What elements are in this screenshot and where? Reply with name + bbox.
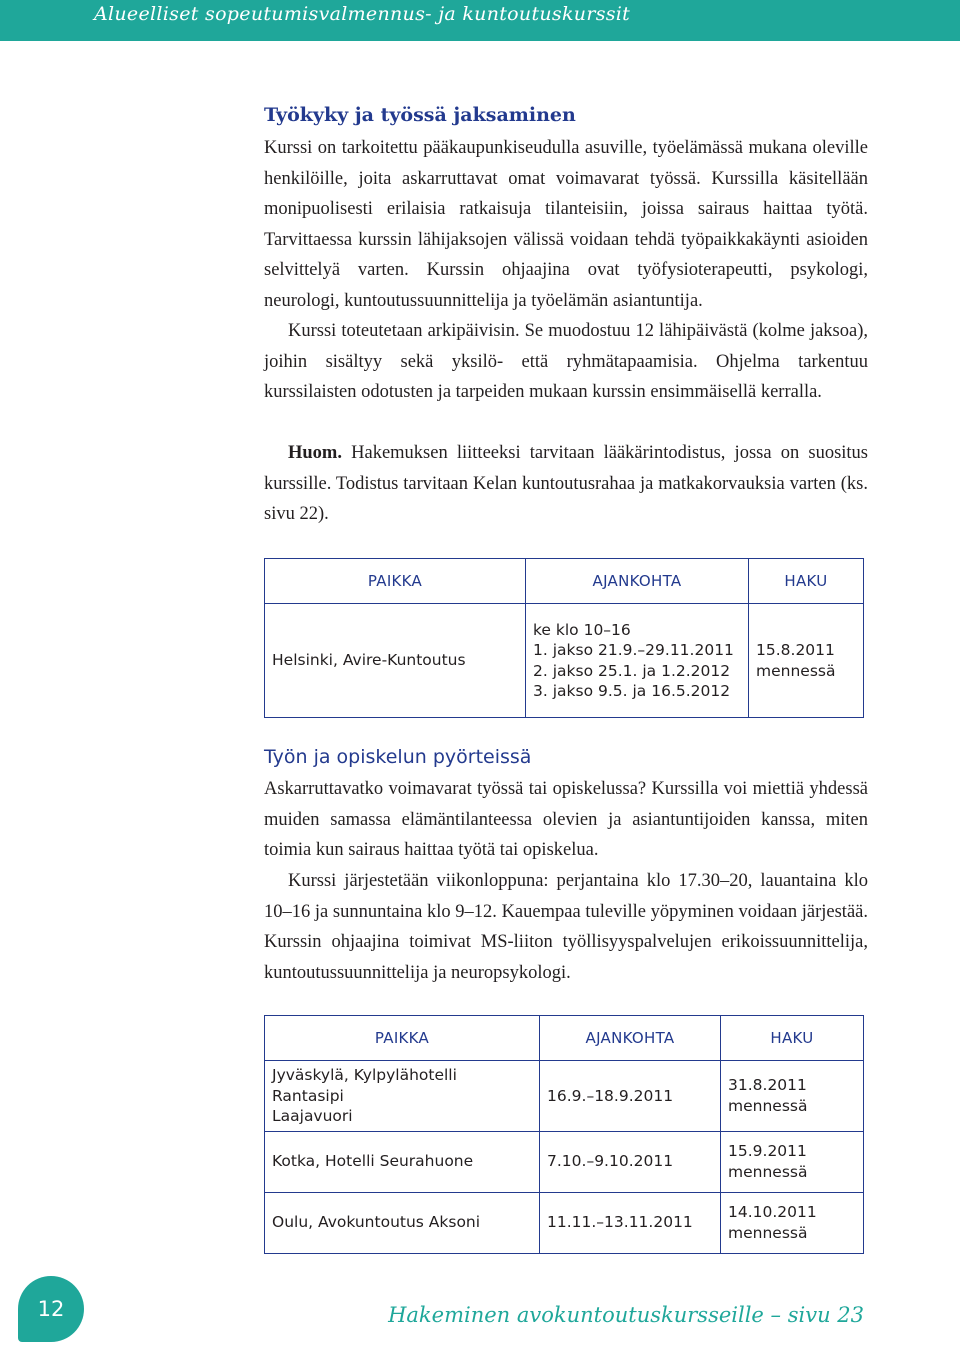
- cell-time: 16.9.–18.9.2011: [540, 1061, 721, 1132]
- header-title: Alueelliset sopeutumisvalmennus- ja kuntoutuskurssit: [94, 3, 631, 25]
- cell-place: Helsinki, Avire-Kuntoutus: [265, 604, 526, 718]
- table-row: [265, 1131, 864, 1192]
- cell-place: [265, 1061, 540, 1132]
- place-line: Jyväskylä, Kylpylähotelli Rantasipi: [272, 1066, 457, 1105]
- deadline-date: 15.9.2011: [728, 1142, 807, 1160]
- cell-time: [526, 604, 749, 718]
- deadline-date: 14.10.2011: [728, 1203, 817, 1221]
- note-label: Huom.: [288, 443, 342, 463]
- deadline-suffix: mennessä: [728, 1223, 808, 1242]
- table-row: [265, 1192, 864, 1253]
- cell-deadline: [721, 1061, 864, 1132]
- section2-paragraph-2: Kurssi järjestetään viikonloppuna: perjantaina klo 17.30–20, lauantaina klo 10–16 ja sunnuntaina klo 9–12. Kauempaa tuleville yöpyminen voidaan järjestää. Kurssin ohjaajina toimivat MS-liiton työllisyyspalvelujen erikoissuunnittelija, kuntoutussuunnittelija ja neuropsykologi.: [264, 871, 868, 983]
- page-number-badge: [18, 1276, 84, 1342]
- time-line: ke klo 10–16: [533, 620, 631, 639]
- cell-time: 11.11.–13.11.2011: [540, 1192, 721, 1253]
- time-line: 3. jakso 9.5. ja 16.5.2012: [533, 682, 731, 700]
- deadline-suffix: mennessä: [728, 1162, 808, 1181]
- cell-place: Oulu, Avokuntoutus Aksoni: [265, 1192, 540, 1253]
- deadline-suffix: mennessä: [756, 661, 836, 680]
- cell-deadline: [749, 604, 864, 718]
- time-line: 1. jakso 21.9.–29.11.2011: [533, 641, 734, 659]
- header-band: [0, 0, 960, 41]
- table-row: [265, 1061, 864, 1132]
- table-header-row: [265, 1016, 864, 1061]
- column-header-place: PAIKKA: [265, 559, 526, 604]
- column-header-deadline: HAKU: [749, 559, 864, 604]
- deadline-suffix: mennessä: [728, 1096, 808, 1115]
- schedule-table-1: [264, 558, 864, 718]
- table-header-row: [265, 559, 864, 604]
- cell-time: 7.10.–9.10.2011: [540, 1131, 721, 1192]
- column-header-place: PAIKKA: [265, 1016, 540, 1061]
- section-title-tyon-ja-opiskelun: Työn ja opiskelun pyörteissä: [264, 746, 532, 768]
- deadline-date: 31.8.2011: [728, 1076, 807, 1095]
- cell-place: Kotka, Hotelli Seurahuone: [265, 1131, 540, 1192]
- note-text: Hakemuksen liitteeksi tarvitaan lääkärintodistus, jossa on suositus kurssille. Todistus tarvitaan Kelan kuntoutusrahaa ja matkakorvauksia varten (ks. sivu 22).: [264, 443, 868, 524]
- place-line: Laajavuori: [272, 1107, 353, 1125]
- column-header-time: AJANKOHTA: [526, 559, 749, 604]
- deadline-date: 15.8.2011: [756, 641, 835, 659]
- section1-paragraph-1: Kurssi on tarkoitettu pääkaupunkiseudulla asuville, työelämässä mukana oleville henkilöille, joita askarruttavat omat voimavarat työssä. Kurssilla käsitellään monipuolisesti erilaisia ratkaisuja tilanteisiin, joissa sairaus haittaa työtä. Tarvittaessa kurssin lähijaksojen välissä voidaan tehdä työpaikkakäynti asioiden selvittelyä varten. Kurssin ohjaajina ovat työfysioterapeutti, psykologi, neurologi, kuntoutussuunnittelija ja työelämän asiantuntija.: [264, 138, 868, 311]
- cell-deadline: [721, 1192, 864, 1253]
- table-row: [265, 604, 864, 718]
- column-header-deadline: HAKU: [721, 1016, 864, 1061]
- page-number: 12: [37, 1297, 65, 1321]
- column-header-time: AJANKOHTA: [540, 1016, 721, 1061]
- time-line: 2. jakso 25.1. ja 1.2.2012: [533, 661, 731, 680]
- section2-paragraph-1: Askarruttavatko voimavarat työssä tai opiskelussa? Kurssilla voi miettiä yhdessä muiden samassa elämäntilanteessa olevien ja asiantuntijoiden kanssa, miten toimia kun sairaus haittaa työtä tai opiskelua.: [264, 779, 868, 860]
- section1-note: [264, 438, 868, 530]
- cell-deadline: [721, 1131, 864, 1192]
- section-title-tyokyky: Työkyky ja työssä jaksaminen: [264, 104, 576, 126]
- schedule-table-2: [264, 1015, 864, 1254]
- section1-paragraph-2: Kurssi toteutetaan arkipäivisin. Se muodostuu 12 lähipäivästä (kolme jaksoa), joihin sisältyy sekä yksilö- että ryhmätapaamisia. Ohjelma tarkentuu kurssilaisten odotusten ja tarpeiden mukaan kurssin ensimmäisellä kerralla.: [264, 321, 868, 402]
- footer-reference: Hakeminen avokuntoutuskursseille – sivu 23: [388, 1303, 864, 1327]
